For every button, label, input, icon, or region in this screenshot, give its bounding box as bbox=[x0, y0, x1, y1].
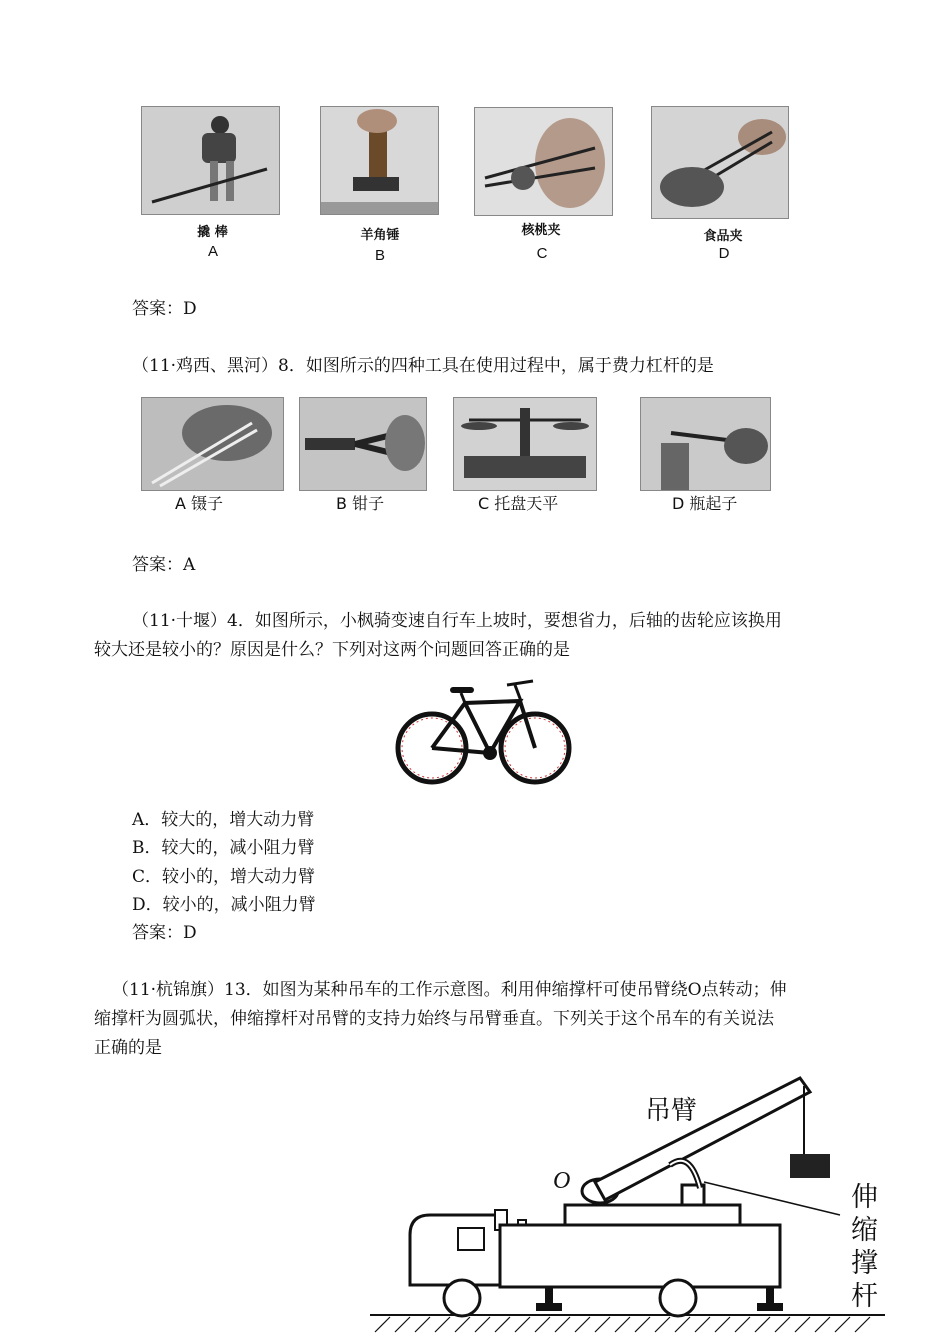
telescopic-rod-label-4: 杆 bbox=[851, 1281, 878, 1312]
q4-option-c: C．较小的，增大动力臂 bbox=[132, 867, 316, 887]
q7-answer: 答案：D bbox=[132, 299, 197, 319]
image-letter-c: C bbox=[536, 245, 548, 262]
claw-hammer-photo bbox=[320, 106, 439, 215]
telescopic-rod-label-1: 伸 bbox=[851, 1182, 878, 1213]
image-letter-a: A bbox=[207, 243, 218, 260]
q8-stem: （11·鸡西、黑河）8．如图所示的四种工具在使用过程中，属于费力杠杆的是 bbox=[132, 356, 714, 376]
q4-stem-line2: 较大还是较小的？原因是什么？下列对这两个问题回答正确的是 bbox=[94, 640, 570, 660]
q13-stem-line1: （11·杭锦旗）13．如图为某种吊车的工作示意图。利用伸缩撑杆可使吊臂绕O点转动；伸 bbox=[112, 980, 787, 1000]
nutcracker-photo bbox=[474, 107, 613, 216]
balance-scale-photo bbox=[453, 397, 597, 491]
food-tongs-photo bbox=[651, 106, 789, 219]
image-letter-b: B bbox=[374, 247, 385, 264]
q13-stem-line3: 正确的是 bbox=[94, 1038, 162, 1058]
balance-caption: C 托盘天平 bbox=[478, 494, 559, 513]
bottle-opener-caption: D 瓶起子 bbox=[672, 494, 738, 513]
tweezers-photo bbox=[141, 397, 284, 491]
telescopic-rod-label-3: 撑 bbox=[851, 1248, 878, 1279]
image-caption-a: 撬 棒 bbox=[197, 225, 228, 240]
q13-stem-line2: 缩撑杆为圆弧状，伸缩撑杆对吊臂的支持力始终与吊臂垂直。下列关于这个吊车的有关说法 bbox=[94, 1009, 774, 1029]
image-caption-c: 核桃夹 bbox=[521, 223, 561, 238]
q4-answer: 答案：D bbox=[132, 923, 197, 943]
tweezers-caption: A 镊子 bbox=[175, 494, 224, 513]
q4-option-a: A．较大的，增大动力臂 bbox=[132, 810, 315, 830]
crowbar-photo bbox=[141, 106, 280, 215]
telescopic-rod-label-2: 缩 bbox=[851, 1215, 878, 1246]
image-letter-d: D bbox=[718, 245, 730, 262]
crane-arm-label: 吊臂 bbox=[645, 1096, 698, 1126]
pliers-caption: B 钳子 bbox=[336, 494, 385, 513]
pivot-o-label: O bbox=[553, 1168, 571, 1194]
image-caption-b: 羊角锤 bbox=[360, 228, 400, 243]
bicycle-illustration bbox=[395, 673, 575, 788]
q4-stem-line1: （11·十堰）4．如图所示，小枫骑变速自行车上坡时，要想省力，后轴的齿轮应该换用 bbox=[132, 611, 782, 631]
bottle-opener-photo bbox=[640, 397, 771, 491]
crane-diagram bbox=[370, 1070, 900, 1338]
q8-answer: 答案：A bbox=[132, 555, 196, 575]
q4-option-b: B．较大的，减小阻力臂 bbox=[132, 838, 315, 858]
q4-option-d: D．较小的，减小阻力臂 bbox=[132, 895, 316, 915]
image-caption-d: 食品夹 bbox=[703, 229, 743, 244]
pliers-photo bbox=[299, 397, 427, 491]
